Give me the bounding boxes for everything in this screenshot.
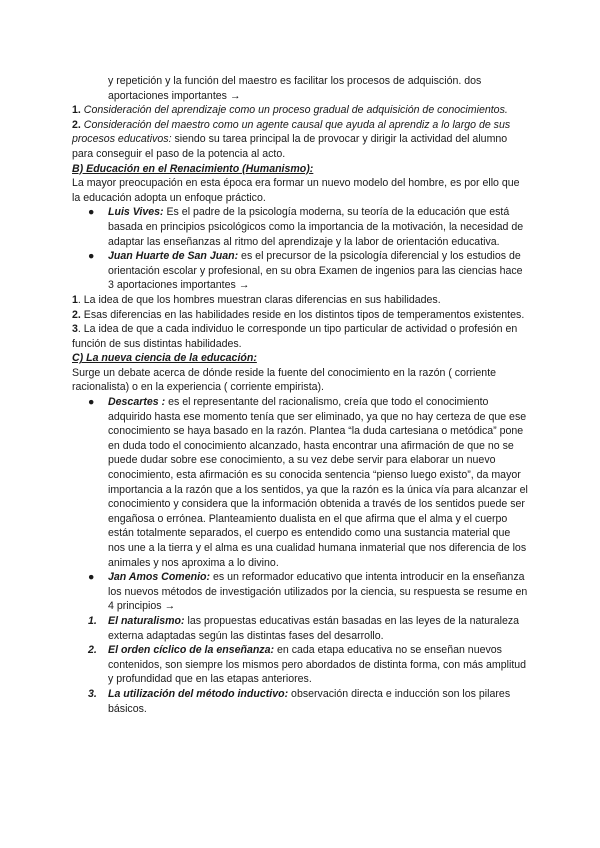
principle-name: El naturalismo: — [108, 614, 185, 627]
bullet-item — [72, 395, 528, 570]
principle-number: 2. — [88, 644, 97, 657]
point-italic: Consideración del aprendizaje como un proceso gradual de adquisición de conocimientos. — [83, 104, 508, 117]
principle-number: 3. — [88, 687, 97, 700]
principle-text: observación directa e inducción son los pilares básicos. — [108, 687, 511, 715]
bullet-item — [72, 249, 528, 293]
section-b-heading: B) Educación en el Renacimiento (Humanismo): — [72, 162, 314, 175]
point-text: Esas diferencias en las habilidades reside en los distintos tipos de temperamentos existentes. — [80, 308, 525, 321]
bullet-dot-icon: ● — [88, 206, 95, 219]
principle-number: 1. — [88, 614, 97, 627]
point-number: 2. — [72, 308, 81, 321]
intro-continuation: y repetición y la función del maestro es facilitar los procesos de adquisción. dos aportaciones importantes → — [108, 75, 482, 102]
point-number: 1. — [72, 104, 81, 117]
bullet-text: es el representante del racionalismo, creía que todo el conocimiento adquirido hasta ese momento tenía que ser eliminado, ya que no hay certeza de que ese conocimiento se haya basado en la razón. Plantea “la duda cartesiana o metódica” pone en duda todo el conocimiento alcanzado, hasta encontrar una afirmación de que no se puede dudar sobre ese conocimiento, a su vez debe servir para elaborar un nuevo conocimiento, esta afirmación es su conocida sentencia “pienso luego existo”, da mayor importancia a la razón que a los sentidos, ya que la razón es la única vía para alcanzar el conocimiento y considera que la información obtenida a través de los sentidos puede ser engañosa o errónea. Planteamiento dualista en el que afirma que el alma y el cuerpo están totalmente separados, el cuerpo es entendido como una sustancia material que nos une a la tierra y el alma es una cualidad humana inmaterial que nos diferencia de los animales y nos aproxima a lo divino. — [108, 396, 528, 569]
bullet-name: Luis Vives: — [108, 206, 164, 219]
bullet-dot-icon: ● — [88, 396, 95, 409]
section-b-point-2 — [72, 308, 528, 323]
section-b-point-3 — [72, 322, 528, 351]
principle-item — [72, 614, 528, 643]
point-number: 1 — [72, 293, 78, 306]
point-italic: Consideración del maestro como un agente causal que ayuda al aprendiz a lo largo de sus procesos educativos: — [72, 118, 511, 146]
bullet-name: Descartes : — [108, 396, 166, 409]
principle-item — [72, 643, 528, 687]
point-text: siendo su tarea principal la de provocar y dirigir la actividad del alumno para conseguir el paso de la potencia al acto. — [72, 133, 508, 160]
section-b-point-1 — [72, 293, 528, 308]
intro-point-1 — [72, 103, 528, 118]
principle-name: La utilización del método inductivo: — [108, 687, 289, 700]
point-text: . La idea de que los hombres muestran claras diferencias en sus habilidades. — [77, 293, 441, 306]
bullet-name: Jan Amos Comenio: — [108, 571, 211, 584]
point-text: . La idea de que a cada individuo le corresponde un tipo particular de actividad o profesión en función de sus distintas habilidades. — [72, 323, 518, 350]
bullet-text: es un reformador educativo que intenta introducir en la enseñanza los nuevos métodos de investigación utilizados por la ciencia, su respuesta se resume en 4 principios → — [108, 571, 528, 613]
bullet-dot-icon: ● — [88, 250, 95, 263]
point-number: 2. — [72, 118, 81, 131]
bullet-text: es el precursor de la psicología diferencial y los estudios de orientación escolar y profesional, en su obra Examen de ingenios para las ciencias hace 3 aportaciones importantes → — [108, 250, 523, 292]
bullet-text: Es el padre de la psicología moderna, su teoría de la educación que está basada en principios psicológicos como la importancia de la motivación, la necesidad de adaptar las enseñanzas al ritmo del aprendizaje y la labor de orientación educativa. — [108, 206, 524, 248]
bullet-dot-icon: ● — [88, 571, 95, 584]
intro-point-2 — [72, 118, 528, 162]
section-b-intro: La mayor preocupación en esta época era formar un nuevo modelo del hombre, es por ello que la educación adopta un enfoque práctico. — [72, 177, 520, 204]
principle-item — [72, 687, 528, 716]
principle-text: las propuestas educativas están basadas en las leyes de la naturaleza externa adaptadas según las distintas fases del desarrollo. — [108, 614, 520, 642]
section-c-heading: C) La nueva ciencia de la educación: — [72, 352, 257, 365]
principle-name: El orden cíclico de la enseñanza: — [108, 644, 275, 657]
document-page — [72, 74, 528, 716]
bullet-item — [72, 570, 528, 614]
section-c-intro: Surge un debate acerca de dónde reside la fuente del conocimiento en la razón ( corriente racionalista) o en la experiencia ( corriente empirista). — [72, 366, 497, 394]
principle-text: en cada etapa educativa no se enseñan nuevos contenidos, son siempre los mismos pero abordados de distinta forma, con más amplitud y profundidad que en las etapas anteriores. — [108, 644, 527, 686]
bullet-item — [72, 205, 528, 249]
point-number: 3 — [72, 323, 78, 336]
bullet-name: Juan Huarte de San Juan: — [108, 250, 239, 263]
